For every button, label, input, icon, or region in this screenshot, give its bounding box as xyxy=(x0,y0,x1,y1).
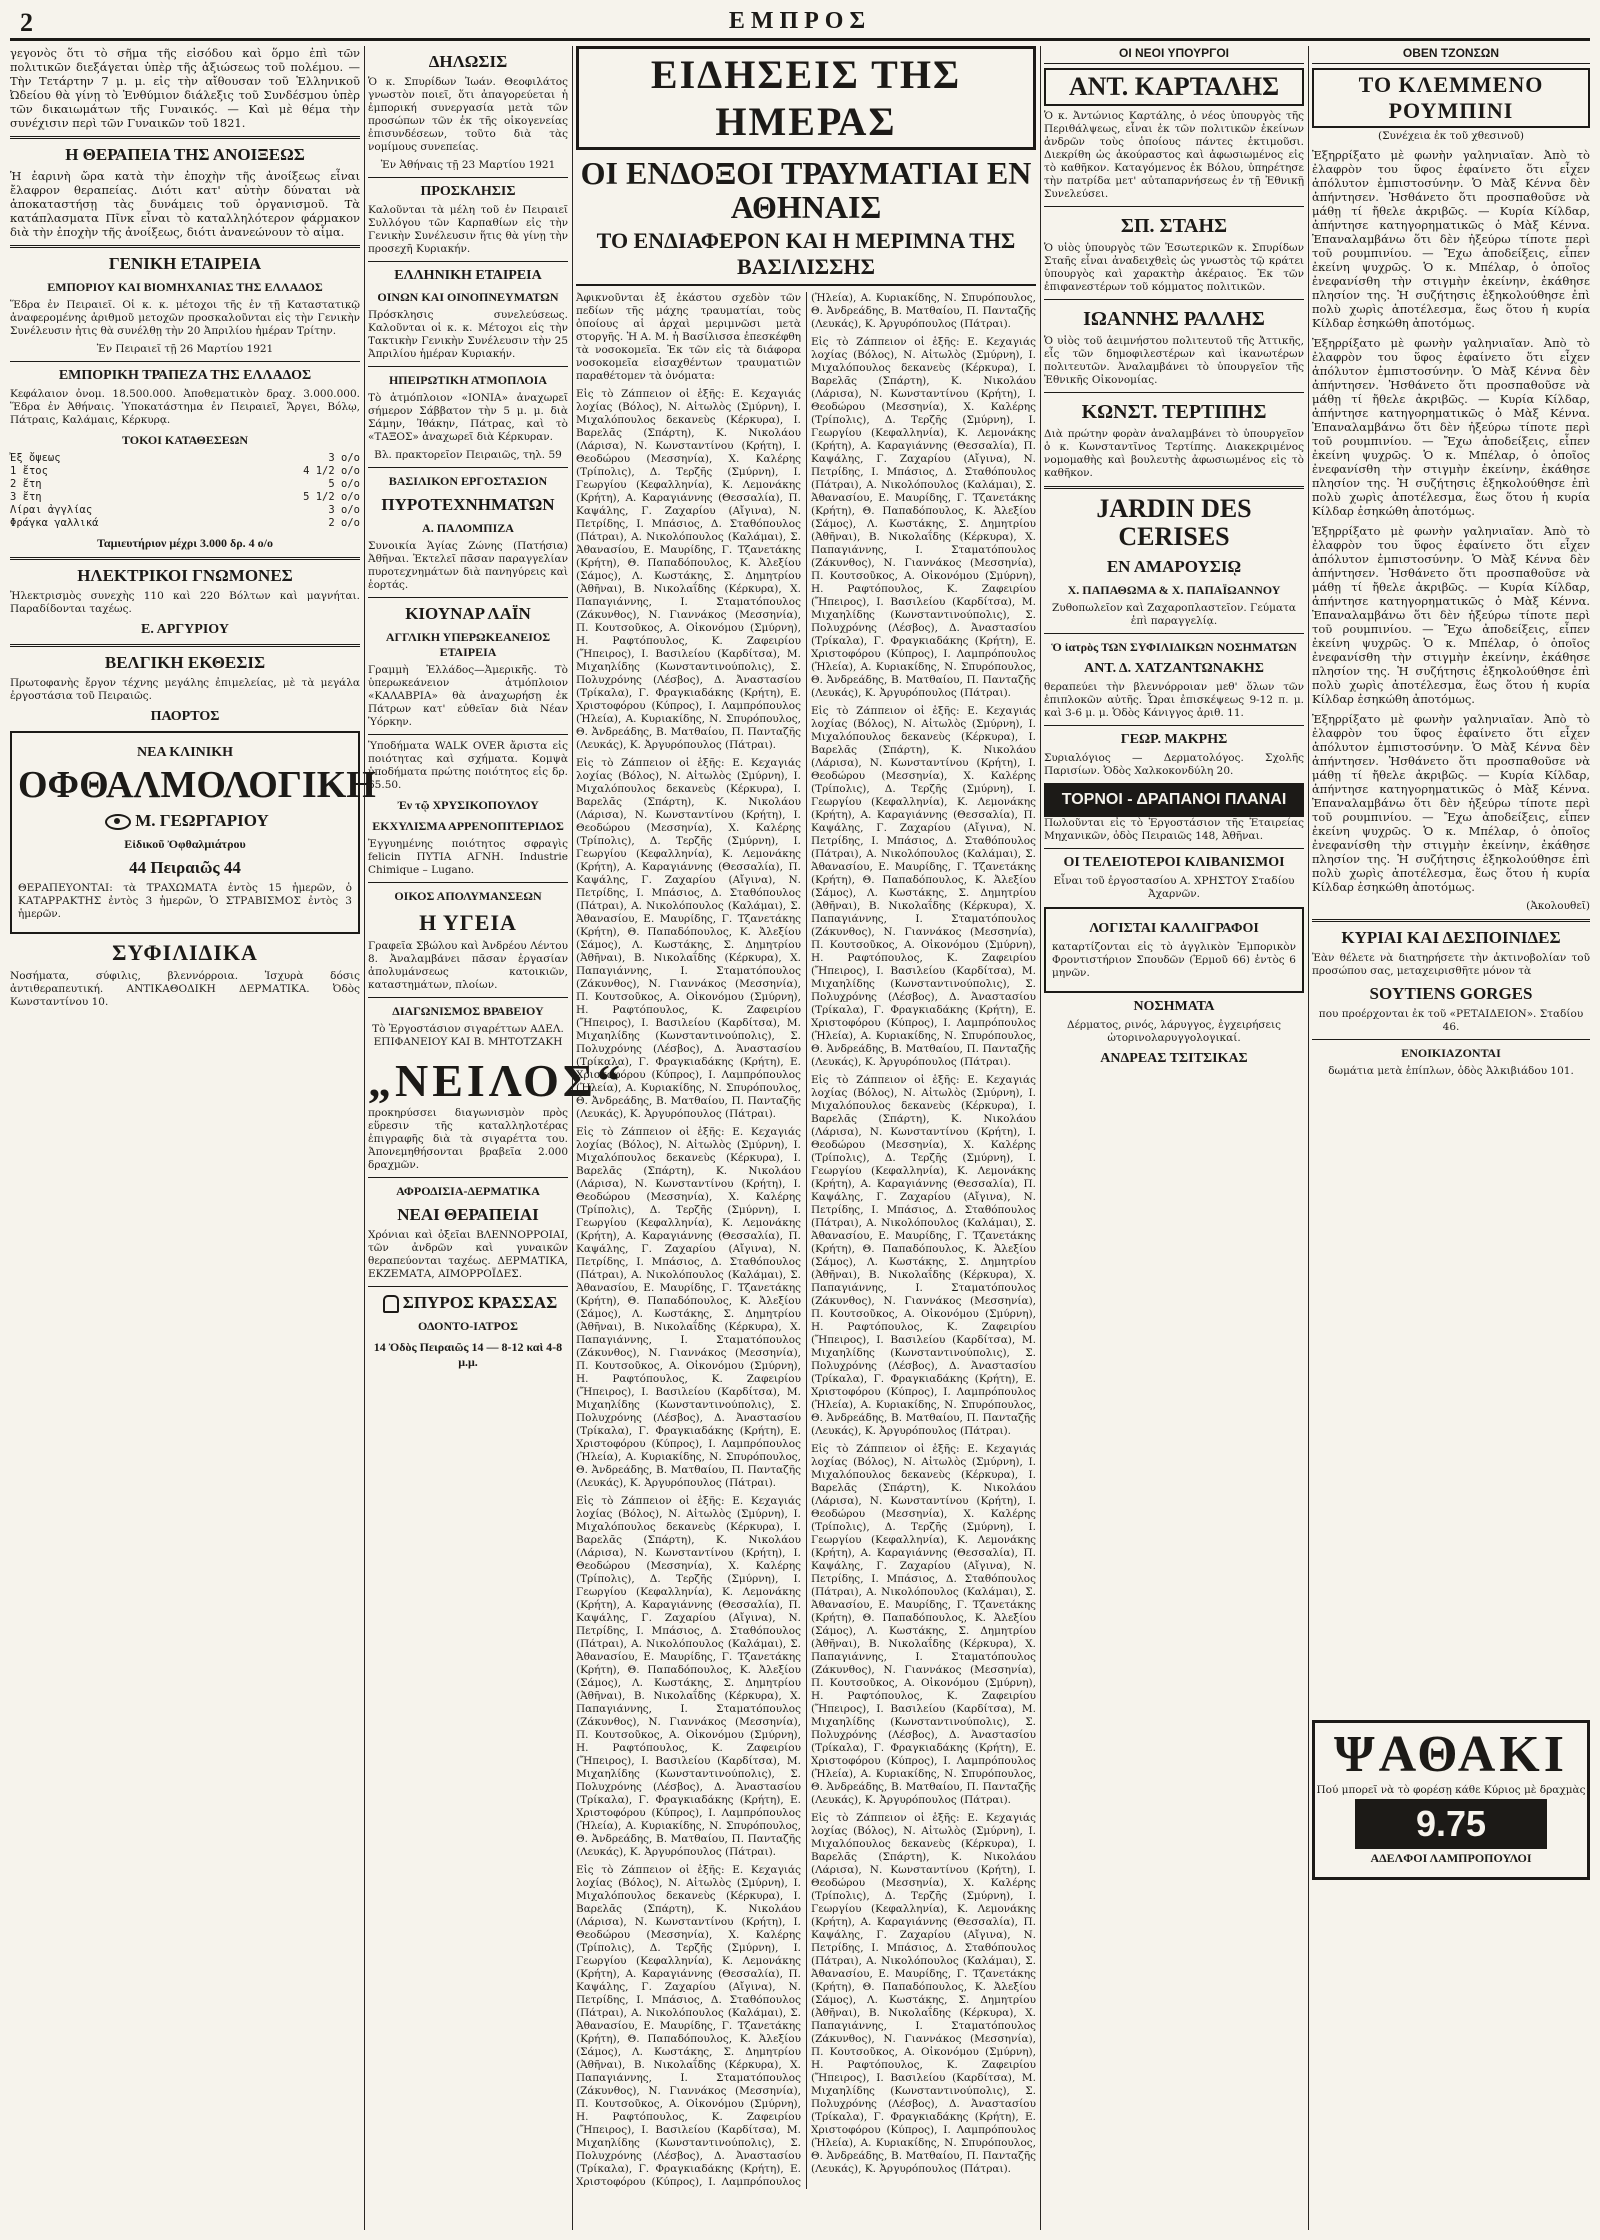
masthead xyxy=(10,8,1590,41)
rates-note: Ταμιευτήριον μέχρι 3.000 δρ. 4 ο/ο xyxy=(97,536,273,550)
rate-row: 3 ἔτη 5 1/2 ο/ο xyxy=(10,491,360,503)
tailor-name: ΓΕΩΡ. ΜΑΚΡΗΣ xyxy=(1120,732,1228,747)
psathaki-line: Πού μπορεῖ νὰ τὸ φορέσῃ κάθε Κύριος μὲ δραχμὰς xyxy=(1316,1784,1586,1796)
column-5 xyxy=(1312,46,1590,2230)
wounded-list: Εἰς τὸ Ζάππειον οἱ ἑξῆς: Ε. Κεχαγιάς λοχίας (Βόλος), Ν. Αἰτωλὸς (Σμύρνη), Ι. Μιχαλόπουλος δεκανεὺς (Κέρκυρα), Ι. Βαρελᾶς (Σπάρτη), Κ. Νικολάου (Λάρισα), Ν. Κωνσταντίνου (Κρήτη), Ι. Θεοδώρου (Μεσσηνία), Χ. Καλέρης (Τρίπολις), Δ. Τερζῆς (Σμύρνη), Ι. Γεωργίου (Κεφαλληνία), Κ. Λεμονάκης (Κρήτη), Α. Καραγιάννης (Θεσσαλία), Π. Καψάλης, Γ. Ζαχαρίου (Αἴγινα), Ν. Πετρίδης, Ι. Μπάσιος, Δ. Σταθόπουλος (Πάτραι), Α. Νικολόπουλος (Καλάμαι), Σ. Ἀθανασίου, Ε. Μαυρίδης, Γ. Τζανετάκης (Κρήτη), Θ. Παπαδόπουλος, Κ. Ἀλεξίου (Σάμος), Λ. Κωστάκης, Σ. Δημητρίου (Ἀθῆναι), Β. Νικολαΐδης (Κέρκυρα), Χ. Παπαγιάννης, Ι. Σταματόπουλος (Ζάκυνθος), Ν. Γιαννάκος (Μεσσηνία), Π. Κουτσοῦκος, Α. Οἰκονόμου (Σμύρνη), Η. Ραφτόπουλος, Κ. Ζαφειρίου (Ἤπειρος), Ι. Βασιλείου (Καρδίτσα), Μ. Μιχαηλίδης (Κωνσταντινούπολις), Σ. Πολυχρόνης (Λέσβος), Δ. Ἀναστασίου (Τρίκαλα), Γ. Φραγκιαδάκης (Κρήτη), Ε. Χριστοφόρου (Κύπρος), Ι. Λαμπρόπουλος (Ἠλεία), Α. Κυριακίδης, Ν. Σπυρόπουλος, Θ. Ἀνδρεάδης, Β. Ματθαίου, Π. Πανταζῆς (Λευκάς), Κ. Ἀργυρόπουλος (Πάτραι). xyxy=(576,388,801,751)
ladies-more: που προέρχονται ἐκ τοῦ «ΡΕΤΑΙΔΕΙΟΝ». Σταδίου 46. xyxy=(1318,1008,1584,1033)
wounded-list: Εἰς τὸ Ζάππειον οἱ ἑξῆς: Ε. Κεχαγιάς λοχίας (Βόλος), Ν. Αἰτωλὸς (Σμύρνη), Ι. Μιχαλόπουλος δεκανεὺς (Κέρκυρα), Ι. Βαρελᾶς (Σπάρτη), Κ. Νικολάου (Λάρισα), Ν. Κωνσταντίνου (Κρήτη), Ι. Θεοδώρου (Μεσσηνία), Χ. Καλέρης (Τρίπολις), Δ. Τερζῆς (Σμύρνη), Ι. Γεωργίου (Κεφαλληνία), Κ. Λεμονάκης (Κρήτη), Α. Καραγιάννης (Θεσσαλία), Π. Καψάλης, Γ. Ζαχαρίου (Αἴγινα), Ν. Πετρίδης, Ι. Μπάσιος, Δ. Σταθόπουλος (Πάτραι), Α. Νικολόπουλος (Καλάμαι), Σ. Ἀθανασίου, Ε. Μαυρίδης, Γ. Τζανετάκης (Κρήτη), Θ. Παπαδόπουλος, Κ. Ἀλεξίου (Σάμος), Λ. Κωστάκης, Σ. Δημητρίου (Ἀθῆναι), Β. Νικολαΐδης (Κέρκυρα), Χ. Παπαγιάννης, Ι. Σταματόπουλος (Ζάκυνθος), Ν. Γιαννάκος (Μεσσηνία), Π. Κουτσοῦκος, Α. Οἰκονόμου (Σμύρνη), Η. Ραφτόπουλος, Κ. Ζαφειρίου (Ἤπειρος), Ι. Βασιλείου (Καρδίτσα), Μ. Μιχαηλίδης (Κωνσταντινούπολις), Σ. Πολυχρόνης (Λέσβος), Δ. Ἀναστασίου (Τρίκαλα), Γ. Φραγκιαδάκης (Κρήτη), Ε. Χριστοφόρου (Κύπρος), Ι. Λαμπρόπουλος (Ἠλεία), Α. Κυριακίδης, Ν. Σπυρόπουλος, Θ. Ἀνδρεάδης, Β. Ματθαίου, Π. Πανταζῆς (Λευκάς), Κ. Ἀργυρόπουλος (Πάτραι). xyxy=(576,1495,801,1858)
therapy-heading: Η ΘΕΡΑΠΕΙΑ ΤΗΣ ΑΝΟΙΞΕΩΣ xyxy=(65,145,305,164)
clinic-doctor: Μ. ΓΕΩΡΓΑΡΙΟΥ xyxy=(18,811,352,831)
extract-text: Ἐγγυημένης ποιότητος σφραγὶς felicin ΠΥΤΙΑ ΑΓΝΗ. Industrie Chimique – Lugano. xyxy=(368,838,568,876)
invite-heading: ΠΡΟΣΚΛΗΣΙΣ xyxy=(420,184,516,199)
wounded-list: Εἰς τὸ Ζάππειον οἱ ἑξῆς: Ε. Κεχαγιάς λοχίας (Βόλος), Ν. Αἰτωλὸς (Σμύρνη), Ι. Μιχαλόπουλος δεκανεὺς (Κέρκυρα), Ι. Βαρελᾶς (Σπάρτη), Κ. Νικολάου (Λάρισα), Ν. Κωνσταντίνου (Κρήτη), Ι. Θεοδώρου (Μεσσηνία), Χ. Καλέρης (Τρίπολις), Δ. Τερζῆς (Σμύρνη), Ι. Γεωργίου (Κεφαλληνία), Κ. Λεμονάκης (Κρήτη), Α. Καραγιάννης (Θεσσαλία), Π. Καψάλης, Γ. Ζαχαρίου (Αἴγινα), Ν. Πετρίδης, Ι. Μπάσιος, Δ. Σταθόπουλος (Πάτραι), Α. Νικολόπουλος (Καλάμαι), Σ. Ἀθανασίου, Ε. Μαυρίδης, Γ. Τζανετάκης (Κρήτη), Θ. Παπαδόπουλος, Κ. Ἀλεξίου (Σάμος), Λ. Κωστάκης, Σ. Δημητρίου (Ἀθῆναι), Β. Νικολαΐδης (Κέρκυρα), Χ. Παπαγιάννης, Ι. Σταματόπουλος (Ζάκυνθος), Ν. Γιαννάκος (Μεσσηνία), Π. Κουτσοῦκος, Α. Οἰκονόμου (Σμύρνη), Η. Ραφτόπουλος, Κ. Ζαφειρίου (Ἤπειρος), Ι. Βασιλείου (Καρδίτσα), Μ. Μιχαηλίδης (Κωνσταντινούπολις), Σ. Πολυχρόνης (Λέσβος), Δ. Ἀναστασίου (Τρίκαλα), Γ. Φραγκιαδάκης (Κρήτη), Ε. Χριστοφόρου (Κύπρος), Ι. Λαμπρόπουλος (Ἠλεία), Α. Κυριακίδης, Ν. Σπυρόπουλος, Θ. Ἀνδρεάδης, Β. Ματθαίου, Π. Πανταζῆς (Λευκάς), Κ. Ἀργυρόπουλος (Πάτραι). xyxy=(811,705,1036,1068)
article-intro: Ἀφικνοῦνται ἐξ ἑκάστου σχεδὸν τῶν πεδίων τῆς μάχης τραυματίαι, τοὺς ὁποίους αἱ ἀρχαὶ μεριμνῶσι μετὰ στοργῆς. Ἡ Α. Μ. ἡ Βασίλισσα ἐπεσκέφθη τὰ νοσοκομεῖα. Ἐκ τῶν εἰς τὰ διάφορα νοσοκομεῖα εἰσαχθέντων τραυματιῶν παραθέτομεν τὰ ὀνόματα: xyxy=(576,292,801,382)
wine-text: Πρόσκλησις συνελεύσεως. Καλοῦνται οἱ κ. κ. Μέτοχοι εἰς τὴν Τακτικὴν Γενικὴν Συνέλευσιν τὴν 25 Ἀπριλίου ἡμέραν Κυριακήν. xyxy=(368,309,568,360)
therapy-text: Ἡ ἐαρινὴ ὥρα κατὰ τὴν ἐποχὴν τῆς ἀνοίξεως εἶναι ἔλαφρον θεραπείας. Διότι κατ' αὐτὴν δύναται νὰ ἀποκαταστήσῃ τὰς δυνάμεις τοῦ ὀργανισμοῦ. Τὰ κατάπλασματα Πῖνκ εἶναι τὸ καταλληλότερον φάρμακον διὰ τὴν ἐποχὴν τῆς ἀνοίξεως, διότι ἀνανεώνουν τὸ αἷμα. xyxy=(10,169,360,239)
derm-title: ΝΕΑΙ ΘΕΡΑΠΕΙΑΙ xyxy=(397,1205,539,1224)
hotel-heading: ΟΙΚΟΣ ΑΠΟΛΥΜΑΝΣΕΩΝ xyxy=(394,889,542,903)
notice-sign: Ἐν Ἀθήναις τῇ 23 Μαρτίου 1921 xyxy=(380,159,556,171)
psathaki-ad xyxy=(1312,1720,1590,1880)
wounded-list: Εἰς τὸ Ζάππειον οἱ ἑξῆς: Ε. Κεχαγιάς λοχίας (Βόλος), Ν. Αἰτωλὸς (Σμύρνη), Ι. Μιχαλόπουλος δεκανεὺς (Κέρκυρα), Ι. Βαρελᾶς (Σπάρτη), Κ. Νικολάου (Λάρισα), Ν. Κωνσταντίνου (Κρήτη), Ι. Θεοδώρου (Μεσσηνία), Χ. Καλέρης (Τρίπολις), Δ. Τερζῆς (Σμύρνη), Ι. Γεωργίου (Κεφαλληνία), Κ. Λεμονάκης (Κρήτη), Α. Καραγιάννης (Θεσσαλία), Π. Καψάλης, Γ. Ζαχαρίου (Αἴγινα), Ν. Πετρίδης, Ι. Μπάσιος, Δ. Σταθόπουλος (Πάτραι), Α. Νικολόπουλος (Καλάμαι), Σ. Ἀθανασίου, Ε. Μαυρίδης, Γ. Τζανετάκης (Κρήτη), Θ. Παπαδόπουλος, Κ. Ἀλεξίου (Σάμος), Λ. Κωστάκης, Σ. Δημητρίου (Ἀθῆναι), Β. Νικολαΐδης (Κέρκυρα), Χ. Παπαγιάννης, Ι. Σταματόπουλος (Ζάκυνθος), Ν. Γιαννάκος (Μεσσηνία), Π. Κουτσοῦκος, Α. Οἰκονόμου (Σμύρνη), Η. Ραφτόπουλος, Κ. Ζαφειρίου (Ἤπειρος), Ι. Βασιλείου (Καρδίτσα), Μ. Μιχαηλίδης (Κωνσταντινούπολις), Σ. Πολυχρόνης (Λέσβος), Δ. Ἀναστασίου (Τρίκαλα), Γ. Φραγκιαδάκης (Κρήτη), Ε. Χριστοφόρου (Κύπρος), Ι. Λαμπρόπουλος (Ἠλεία), Α. Κυριακίδης, Ν. Σπυρόπουλος, Θ. Ἀνδρεάδης, Β. Ματθαίου, Π. Πανταζῆς (Λευκάς), Κ. Ἀργυρόπουλος (Πάτραι). xyxy=(811,336,1036,699)
ladies-text: Ἐὰν θέλετε νὰ διατηρήσετε τὴν ἀκτινοβολίαν τοῦ προσώπου σας, μεταχειρισθῆτε μόνον τὰ xyxy=(1312,952,1590,977)
account-heading: ΛΟΓΙΣΤΑΙ ΚΑΛΛΙΓΡΑΦΟΙ xyxy=(1089,921,1259,936)
column-rule xyxy=(1308,46,1309,2230)
divider xyxy=(10,245,360,248)
divider xyxy=(10,136,360,139)
doctor-text: θεραπεύει τὴν βλεννόρροιαν μεθ' ὅλων τῶν ἐπιπλοκῶν αὐτῆς. Ὧραι ἐπισκέψεως 9-12 π. μ. καὶ 3-6 μ. μ. Ὁδὸς Κάνιγγος ἀριθ. 11. xyxy=(1044,681,1304,719)
bank2-text: Κεφάλαιον ὀνομ. 18.500.000. Ἀποθεματικὸν δραχ. 3.000.000. Ἕδρα ἐν Ἀθήναις. Ὑποκατάστημα ἐν Πειραιεῖ, Ἄργει, Βόλῳ, Πάτραις, Καλάμαις, Κέρκυρᾳ. xyxy=(10,388,360,426)
minister-text: Ὁ υἱὸς ὑπουργὸς τῶν Ἐσωτερικῶν κ. Σπυρίδων Σταῆς εἶναι ἀναδειχθεὶς ὡς γνωστὸς τῷ κράτει ὑπουργὸς καὶ χαρακτὴρ ἀκέραιος. Ἐκ τῶν ἐπιφανεστέρων τοῦ κόμματος πολιτικῶν. xyxy=(1044,242,1304,293)
rate-row: Φράγκα γαλλικά 2 ο/ο xyxy=(10,517,360,529)
paper-name: ΕΜΠΡΟΣ xyxy=(728,8,872,34)
divider xyxy=(368,467,568,468)
royal-name: Α. ΠΑΛΟΜΠΙΖΑ xyxy=(422,521,514,535)
shoes-text: Ὑποδήματα WALK OVER ἄριστα εἰς ποιότητας καὶ σχήματα. Κομψὰ ὑποδήματα πρώτης ποιότητος εἰς δρ. 65.50. xyxy=(368,740,568,791)
clinic-specialty: Εἰδικοῦ Ὀφθαλμιάτρου xyxy=(124,837,246,851)
serial-story: Ἐξηρρίξατο μὲ φωνὴν γαληνιαῖαν. Ἀπὸ τὸ ἐλαφρὸν του ὕφος ἐφαίνετο ὅτι εἶχεν ἀπόλυτον ἐμπιστοσύνην. Ὁ Μὰξ Κέννα δὲν ἀπήντησεν. Ἠσθάνετο ὅτι προσπαθοῦσε νὰ μάθῃ τί ἤθελε ἀκριβῶς. — Κυρία Κίλδαρ, ἀπήντησε κατηγορηματικῶς ὁ Μὰξ Κέννα. Ἐπαναλαμβάνω ὅτι δὲν ἠξεύρω τίποτε περὶ τοῦ ρουμπινίου. — Ἔχω ἀποδείξεις, εἶπεν ἐκείνη ψυχρῶς. Ὁ κ. Μπέλαρ, ὁ ὁποῖος ἐνεφανίσθη τὴν στιγμὴν ἐκείνην, ἐκάθησε πλησίον της. Ἡ συζήτησις ἐξηκολούθησε ἐπὶ πολὺ χωρὶς ἀποτέλεσμα, ἕως ὅτου ἡ κυρία Κίλδαρ ἐσηκώθη ἀποτόμως. xyxy=(1312,524,1590,706)
minister-name: ΚΩΝΣΤ. ΤΕΡΤΙΠΗΣ xyxy=(1081,401,1267,423)
disease-text: Δέρματος, ρινός, λάρυγγος, ἐγχειρήσεις ὠτορινολαρυγγολογικαί. xyxy=(1067,1019,1281,1044)
steam-heading: ΗΠΕΙΡΩΤΙΚΗ ΑΤΜΟΠΛΟΙΑ xyxy=(388,373,548,387)
bank1-text: Ἕδρα ἐν Πειραιεῖ. Οἱ κ. κ. μέτοχοι τῆς ἐν τῇ Καταστατικῷ ἀναφερομένης ἀριθμοῦ μετοχῶν προσκαλοῦνται εἰς τὴν Γενικὴν Συνέλευσιν ἡτις θὰ συνέλθῃ τὴν 20 Ἀπριλίου ἡμέραν Τρίτην. xyxy=(10,299,360,337)
lathe-banner: ΤΟΡΝΟΙ - ΔΡΑΠΑΝΟΙ ΠΛΑΝΑΙ xyxy=(1044,783,1304,817)
divider xyxy=(368,366,568,367)
neilos-text: προκηρύσσει διαγωνισμὸν πρὸς εὕρεσιν τῆς καταλληλοτέρας ἐπιγραφῆς διὰ τὰ σιγαρέττα του. Ἀπονεμηθήσονται βραβεῖα 2.000 δραχμῶν. xyxy=(368,1107,568,1171)
disease-name: ΑΝΔΡΕΑΣ ΤΣΙΤΣΙΚΑΣ xyxy=(1100,1051,1248,1066)
clinic-kicker: ΝΕΑ ΚΛΙΝΙΚΗ xyxy=(137,745,233,760)
divider xyxy=(368,1286,568,1287)
serial-story: Ἐξηρρίξατο μὲ φωνὴν γαληνιαῖαν. Ἀπὸ τὸ ἐλαφρὸν του ὕφος ἐφαίνετο ὅτι εἶχεν ἀπόλυτον ἐμπιστοσύνην. Ὁ Μὰξ Κέννα δὲν ἀπήντησεν. Ἠσθάνετο ὅτι προσπαθοῦσε νὰ μάθῃ τί ἤθελε ἀκριβῶς. — Κυρία Κίλδαρ, ἀπήντησε κατηγορηματικῶς ὁ Μὰξ Κέννα. Ἐπαναλαμβάνω ὅτι δὲν ἠξεύρω τίποτε περὶ τοῦ ρουμπινίου. — Ἔχω ἀποδείξεις, εἶπεν ἐκείνη ψυχρῶς. Ὁ κ. Μπέλαρ, ὁ ὁποῖος ἐνεφανίσθη τὴν στιγμὴν ἐκείνην, ἐκάθησε πλησίον της. Ἡ συζήτησις ἐξηκολούθησε ἐπὶ πολὺ χωρὶς ἀποτέλεσμα, ἕως ὅτου ἡ κυρία Κίλδαρ ἐσηκώθη ἀποτόμως. xyxy=(1312,148,1590,330)
minister-name: ΑΝΤ. ΚΑΡΤΑΛΗΣ xyxy=(1044,68,1304,106)
clinic-ad xyxy=(10,731,376,934)
minister-text: Διὰ πρώτην φορὰν ἀναλαμβάνει τὸ ὑπουργεῖον ὁ κ. Κωνσταντῖνος Τερτίπης. Διακεκριμένος νομομαθὴς καὶ βουλευτὴς ἀφωσιωμένος εἰς τὸ καθῆκον. xyxy=(1044,428,1304,479)
syph-heading: ΣΥΦΙΛΙΔΙΚΑ xyxy=(112,940,258,965)
hotel-text: Γραφεῖα Σβώλου καὶ Ἀνδρέου Λέντου 8. Ἀναλαμβάνει πᾶσαν ἐργασίαν ἀπολυμάνσεως κατοικιῶν, καταστημάτων, πλοίων. xyxy=(368,940,568,991)
derm-text: Χρόνιαι καὶ ὀξεῖαι ΒΛΕΝΝΟΡΡΟΙΑΙ, τῶν ἀνδρῶν καὶ γυναικῶν θεραπεύονται ταχέως. ΔΕΡΜΑΤΙΚΑ, ΕΚΖΕΜΑΤΑ, ΑΙΜΟΡΡΟΪΔΕΣ. xyxy=(368,1229,568,1280)
serial-title: ΤΟ ΚΛΕΜΜΕΝΟ ΡΟΥΜΠΙΝΙ xyxy=(1312,68,1590,128)
extract-heading: ΕΚΧΥΛΙΣΜΑ ΑΡΡΕΝΟΠΙΤΕΡΙΔΟΣ xyxy=(372,819,564,833)
divider xyxy=(368,1177,568,1178)
bank1-heading: ΓΕΝΙΚΗ ΕΤΑΙΡΕΙΑ xyxy=(108,254,262,273)
clinic-address: 44 Πειραιῶς 44 xyxy=(129,858,241,877)
dentist-name: ΣΠΥΡΟΣ ΚΡΑΣΣΑΣ xyxy=(368,1293,568,1313)
serial-story: Ἐξηρρίξατο μὲ φωνὴν γαληνιαῖαν. Ἀπὸ τὸ ἐλαφρὸν του ὕφος ἐφαίνετο ὅτι εἶχεν ἀπόλυτον ἐμπιστοσύνην. Ὁ Μὰξ Κέννα δὲν ἀπήντησεν. Ἠσθάνετο ὅτι προσπαθοῦσε νὰ μάθῃ τί ἤθελε ἀκριβῶς. — Κυρία Κίλδαρ, ἀπήντησε κατηγορηματικῶς ὁ Μὰξ Κέννα. Ἐπαναλαμβάνω ὅτι δὲν ἠξεύρω τίποτε περὶ τοῦ ρουμπινίου. — Ἔχω ἀποδείξεις, εἶπεν ἐκείνη ψυχρῶς. Ὁ κ. Μπέλαρ, ὁ ὁποῖος ἐνεφανίσθη τὴν στιγμὴν ἐκείνην, ἐκάθησε πλησίον της. Ἡ συζήτησις ἐξηκολούθησε ἐπὶ πολὺ χωρὶς ἀποτέλεσμα, ἕως ὅτου ἡ κυρία Κίλδαρ ἐσηκώθη ἀποτόμως. xyxy=(1312,336,1590,518)
invite-text: Καλοῦνται τὰ μέλη τοῦ ἐν Πειραιεῖ Συλλόγου τῶν Καρπαθίων εἰς τὴν Γενικὴν Συνέλευσιν ἥτις θὰ γίνῃ τὴν προσεχῆ Κυριακήν. xyxy=(368,204,568,255)
minister-text: Ὁ κ. Ἀντώνιος Καρτάλης, ὁ νέος ὑπουργὸς τῆς Περιθάλψεως, εἶναι ἐκ τῶν πολιτικῶν ἐκείνων ἀνδρῶν τοὺς ὁποίους πάντες ἐκτιμοῦσι. Διεκρίθη ὡς ἀκούραστος καὶ ἀφωσιωμένος εἰς τὸ καθῆκον. Καταγόμενος ἐκ Βόλου, ὑπηρέτησε τὴν πατρίδα μετ' αὐταπαρνήσεως ἐν τῇ Ἐθνικῇ Συνελεύσει. xyxy=(1044,110,1304,200)
serial-kicker: ΟΒΕΝ ΤΖΟΝΣΩΝ xyxy=(1312,46,1590,64)
divider xyxy=(368,997,568,998)
disease-heading: ΝΟΣΗΜΑΤΑ xyxy=(1133,999,1215,1014)
belgian-heading: ΒΕΛΓΙΚΗ ΕΚΘΕΣΙΣ xyxy=(104,653,266,672)
eye-icon xyxy=(105,814,131,830)
divider xyxy=(10,644,360,647)
bank1-subheading: ΕΜΠΟΡΙΟΥ ΚΑΙ ΒΙΟΜΗΧΑΝΙΑΣ ΤΗΣ ΕΛΛΑΔΟΣ xyxy=(47,280,323,294)
jardin-title: JARDIN DES CERISES xyxy=(1096,494,1252,551)
divider xyxy=(1312,919,1590,922)
column-4 xyxy=(1044,46,1304,2230)
neilos-title: „ΝΕΙΛΟΣ“ xyxy=(368,1055,624,1106)
column-1 xyxy=(10,46,376,2230)
kiounar-heading: ΚΙΟΥΝΑΡ ΛΑΪΝ xyxy=(405,604,531,623)
belgian-name: ΠΑΟΡΤΟΣ xyxy=(150,709,220,724)
electric-name: Ε. ΑΡΓΥΡΙΟΥ xyxy=(141,622,229,637)
subheadline: ΤΟ ΕΝΔΙΑΦΕΡΟΝ ΚΑΙ Η ΜΕΡΙΜΝΑ ΤΗΣ ΒΑΣΙΛΙΣΣΗΣ xyxy=(576,228,1036,286)
rate-row: Ἐξ ὄψεως 3 ο/ο xyxy=(10,452,360,464)
rates-table xyxy=(10,452,360,530)
kiounar-text: Γραμμὴ Ἑλλάδος—Ἀμερικῆς. Τὸ ὑπερωκεάνειον ἀτμόπλοιον «ΚΑΛΑΒΡΙΑ» θὰ ἀναχωρήσῃ ἐκ Πάτρων κατ' εὐθεῖαν διὰ Νέαν Ὑόρκην. xyxy=(368,664,568,728)
divider xyxy=(1044,633,1304,634)
royal-subheading: ΠΥΡΟΤΕΧΝΗΜΑΤΩΝ xyxy=(381,495,555,514)
kiounar-subheading: ΑΓΓΛΙΚΗ ΥΠΕΡΩΚΕΑΝΕΙΟΣ ΕΤΑΙΡΕΙΑ xyxy=(385,630,551,659)
section-title: ΕΙΔΗΣΕΙΣ ΤΗΣ ΗΜΕΡΑΣ xyxy=(576,46,1036,150)
notice-heading: ΔΗΛΩΣΙΣ xyxy=(428,52,508,71)
divider xyxy=(1044,206,1304,207)
lead-paragraph: γεγονὸς ὅτι τὸ σῆμα τῆς εἰσόδου καὶ ὅρμο ἐπὶ τῶν πολιτικῶν διεξάγεται ὑπὲρ τῆς ἀξιώσεως τοῦ πολέμου. — Τὴν Τετάρτην 7 μ. μ. εἰς τὴν αἴθουσαν τοῦ Ἑλληνικοῦ Ὠδείου θὰ γίνῃ τὸ Ἑνθύμιον διάλεξις τοῦ Συνδέσμου ὑπὲρ τῶν δικαιωμάτων τῆς Γυναικός. — Καὶ μὲ θέμα τὴν συνέχισιν περὶ τῶν Γυναικῶν τοῦ 1821. xyxy=(10,46,360,130)
wounded-list: Εἰς τὸ Ζάππειον οἱ ἑξῆς: Ε. Κεχαγιάς λοχίας (Βόλος), Ν. Αἰτωλὸς (Σμύρνη), Ι. Μιχαλόπουλος δεκανεὺς (Κέρκυρα), Ι. Βαρελᾶς (Σπάρτη), Κ. Νικολάου (Λάρισα), Ν. Κωνσταντίνου (Κρήτη), Ι. Θεοδώρου (Μεσσηνία), Χ. Καλέρης (Τρίπολις), Δ. Τερζῆς (Σμύρνη), Ι. Γεωργίου (Κεφαλληνία), Κ. Λεμονάκης (Κρήτη), Α. Καραγιάννης (Θεσσαλία), Π. Καψάλης, Γ. Ζαχαρίου (Αἴγινα), Ν. Πετρίδης, Ι. Μπάσιος, Δ. Σταθόπουλος (Πάτραι), Α. Νικολόπουλος (Καλάμαι), Σ. Ἀθανασίου, Ε. Μαυρίδης, Γ. Τζανετάκης (Κρήτη), Θ. Παπαδόπουλος, Κ. Ἀλεξίου (Σάμος), Λ. Κωστάκης, Σ. Δημητρίου (Ἀθῆναι), Β. Νικολαΐδης (Κέρκυρα), Χ. Παπαγιάννης, Ι. Σταματόπουλος (Ζάκυνθος), Ν. Γιαννάκος (Μεσσηνία), Π. Κουτσοῦκος, Α. Οἰκονόμου (Σμύρνη), Η. Ραφτόπουλος, Κ. Ζαφειρίου (Ἤπειρος), Ι. Βασιλείου (Καρδίτσα), Μ. Μιχαηλίδης (Κωνσταντινούπολις), Σ. Πολυχρόνης (Λέσβος), Δ. Ἀναστασίου (Τρίκαλα), Γ. Φραγκιαδάκης (Κρήτη), Ε. Χριστοφόρου (Κύπρος), Ι. Λαμπρόπουλος (Ἠλεία), Α. Κυριακίδης, Ν. Σπυρόπουλος, Θ. Ἀνδρεάδης, Β. Ματθαίου, Π. Πανταζῆς (Λευκάς), Κ. Ἀργυρόπουλος (Πάτραι). xyxy=(811,1074,1036,1437)
neilos-sub: Τὸ Ἐργοστάσιον σιγαρέττων ΑΔΕΛ. ΕΠΙΦΑΝΕΙΟΥ ΚΑΙ Β. ΜΗΤΟΤΖΑΚΗ xyxy=(372,1023,564,1048)
rent-heading: ΕΝΟΙΚΙΑΖΟΝΤΑΙ xyxy=(1401,1046,1501,1060)
accountants-ad xyxy=(1044,907,1304,993)
divider xyxy=(1044,392,1304,393)
minister-name: ΣΠ. ΣΤΑΗΣ xyxy=(1120,215,1228,237)
bank2-heading: ΕΜΠΟΡΙΚΗ ΤΡΑΠΕΖΑ ΤΗΣ ΕΛΛΑΔΟΣ xyxy=(58,368,312,383)
divider xyxy=(1044,848,1304,849)
electric-text: Ἠλεκτρισμὸς συνεχὴς 110 καὶ 220 Βόλτων καὶ μαγνήται. Παραδίδονται ταχέως. xyxy=(10,590,360,615)
steam-text: Τὸ ἀτμόπλοιον «ΙΟΝΙΑ» ἀναχωρεῖ σήμερον Σάββατον τὴν 5 μ. μ. διὰ Σάμην, Ἰθάκην, Πάτρας, καὶ τὸ «ΤΑΞΟΣ» ἀναχωρεῖ διὰ Κέρκυραν. xyxy=(368,392,568,443)
column-2 xyxy=(368,46,624,2230)
column-rule xyxy=(1040,46,1041,2230)
column-3 xyxy=(576,46,1036,2230)
hotel-title: Η ΥΓΕΙΑ xyxy=(419,910,517,935)
divider xyxy=(368,177,568,178)
rate-row: 1 ἔτος 4 1/2 ο/ο xyxy=(10,465,360,477)
divider xyxy=(1044,299,1304,300)
wounded-list: Εἰς τὸ Ζάππειον οἱ ἑξῆς: Ε. Κεχαγιάς λοχίας (Βόλος), Ν. Αἰτωλὸς (Σμύρνη), Ι. Μιχαλόπουλος δεκανεὺς (Κέρκυρα), Ι. Βαρελᾶς (Σπάρτη), Κ. Νικολάου (Λάρισα), Ν. Κωνσταντίνου (Κρήτη), Ι. Θεοδώρου (Μεσσηνία), Χ. Καλέρης (Τρίπολις), Δ. Τερζῆς (Σμύρνη), Ι. Γεωργίου (Κεφαλληνία), Κ. Λεμονάκης (Κρήτη), Α. Καραγιάννης (Θεσσαλία), Π. Καψάλης, Γ. Ζαχαρίου (Αἴγινα), Ν. Πετρίδης, Ι. Μπάσιος, Δ. Σταθόπουλος (Πάτραι), Α. Νικολόπουλος (Καλάμαι), Σ. Ἀθανασίου, Ε. Μαυρίδης, Γ. Τζανετάκης (Κρήτη), Θ. Παπαδόπουλος, Κ. Ἀλεξίου (Σάμος), Λ. Κωστάκης, Σ. Δημητρίου (Ἀθῆναι), Β. Νικολαΐδης (Κέρκυρα), Χ. Παπαγιάννης, Ι. Σταματόπουλος (Ζάκυνθος), Ν. Γιαννάκος (Μεσσηνία), Π. Κουτσοῦκος, Α. Οἰκονόμου (Σμύρνη), Η. Ραφτόπουλος, Κ. Ζαφειρίου (Ἤπειρος), Ι. Βασιλείου (Καρδίτσα), Μ. Μιχαηλίδης (Κωνσταντινούπολις), Σ. Πολυχρόνης (Λέσβος), Δ. Ἀναστασίου (Τρίκαλα), Γ. Φραγκιαδάκης (Κρήτη), Ε. Χριστοφόρου (Κύπρος), Ι. Λαμπρόπουλος (Ἠλεία), Α. Κυριακίδης, Ν. Σπυρόπουλος, Θ. Ἀνδρεάδης, Β. Ματθαίου, Π. Πανταζῆς (Λευκάς), Κ. Ἀργυρόπουλος (Πάτραι). xyxy=(811,1443,1036,1806)
belgian-text: Πρωτοφανὴς ἔργον τέχνης μεγάλης ἐπιμελείας, μὲ τὰ μεγάλα ἐργοστάσια τοῦ Πειραιῶς. xyxy=(10,677,360,702)
shoes-store: Ἐν τῷ ΧΡΥΣΙΚΟΠΟΥΛΟΥ xyxy=(397,798,539,812)
tailor-text: Συριαλόγιος — Δερματολόγος. Σχολῆς Παρισίων. Ὁδὸς Χαλκοκονδύλη 20. xyxy=(1044,752,1304,777)
ministers-kicker: ΟΙ ΝΕΟΙ ΥΠΟΥΡΓΟΙ xyxy=(1044,46,1304,64)
psathaki-price: 9.75 xyxy=(1355,1799,1547,1849)
divider xyxy=(368,734,568,735)
ladies-heading: ΚΥΡΙΑΙ ΚΑΙ ΔΕΣΠΟΙΝΙΔΕΣ xyxy=(1341,928,1561,947)
wounded-list: Εἰς τὸ Ζάππειον οἱ ἑξῆς: Ε. Κεχαγιάς λοχίας (Βόλος), Ν. Αἰτωλὸς (Σμύρνη), Ι. Μιχαλόπουλος δεκανεὺς (Κέρκυρα), Ι. Βαρελᾶς (Σπάρτη), Κ. Νικολάου (Λάρισα), Ν. Κωνσταντίνου (Κρήτη), Ι. Θεοδώρου (Μεσσηνία), Χ. Καλέρης (Τρίπολις), Δ. Τερζῆς (Σμύρνη), Ι. Γεωργίου (Κεφαλληνία), Κ. Λεμονάκης (Κρήτη), Α. Καραγιάννης (Θεσσαλία), Π. Καψάλης, Γ. Ζαχαρίου (Αἴγινα), Ν. Πετρίδης, Ι. Μπάσιος, Δ. Σταθόπουλος (Πάτραι), Α. Νικολόπουλος (Καλάμαι), Σ. Ἀθανασίου, Ε. Μαυρίδης, Γ. Τζανετάκης (Κρήτη), Θ. Παπαδόπουλος, Κ. Ἀλεξίου (Σάμος), Λ. Κωστάκης, Σ. Δημητρίου (Ἀθῆναι), Β. Νικολαΐδης (Κέρκυρα), Χ. Παπαγιάννης, Ι. Σταματόπουλος (Ζάκυνθος), Ν. Γιαννάκος (Μεσσηνία), Π. Κουτσοῦκος, Α. Οἰκονόμου (Σμύρνη), Η. Ραφτόπουλος, Κ. Ζαφειρίου (Ἤπειρος), Ι. Βασιλείου (Καρδίτσα), Μ. Μιχαηλίδης (Κωνσταντινούπολις), Σ. Πολυχρόνης (Λέσβος), Δ. Ἀναστασίου (Τρίκαλα), Γ. Φραγκιαδάκης (Κρήτη), Ε. Χριστοφόρου (Κύπρος), Ι. Λαμπρόπουλος (Ἠλεία), Α. Κυριακίδης, Ν. Σπυρόπουλος, Θ. Ἀνδρεάδης, Β. Ματθαίου, Π. Πανταζῆς (Λευκάς), Κ. Ἀργυρόπουλος (Πάτραι). xyxy=(811,1812,1036,2175)
account-text: καταρτίζονται εἰς τὸ ἀγγλικὸν Ἐμπορικὸν Φροντιστήριον Σπουδῶν (Ἑρμοῦ 66) ἐντὸς 6 μηνῶν. xyxy=(1052,941,1296,979)
clinic-title: ΟΦΘΑΛΜΟΛΟΓΙΚΗ xyxy=(18,764,376,806)
wounded-list: Εἰς τὸ Ζάππειον οἱ ἑξῆς: Ε. Κεχαγιάς λοχίας (Βόλος), Ν. Αἰτωλὸς (Σμύρνη), Ι. Μιχαλόπουλος δεκανεὺς (Κέρκυρα), Ι. Βαρελᾶς (Σπάρτη), Κ. Νικολάου (Λάρισα), Ν. Κωνσταντίνου (Κρήτη), Ι. Θεοδώρου (Μεσσηνία), Χ. Καλέρης (Τρίπολις), Δ. Τερζῆς (Σμύρνη), Ι. Γεωργίου (Κεφαλληνία), Κ. Λεμονάκης (Κρήτη), Α. Καραγιάννης (Θεσσαλία), Π. Καψάλης, Γ. Ζαχαρίου (Αἴγινα), Ν. Πετρίδης, Ι. Μπάσιος, Δ. Σταθόπουλος (Πάτραι), Α. Νικολόπουλος (Καλάμαι), Σ. Ἀθανασίου, Ε. Μαυρίδης, Γ. Τζανετάκης (Κρήτη), Θ. Παπαδόπουλος, Κ. Ἀλεξίου (Σάμος), Λ. Κωστάκης, Σ. Δημητρίου (Ἀθῆναι), Β. Νικολαΐδης (Κέρκυρα), Χ. Παπαγιάννης, Ι. Σταματόπουλος (Ζάκυνθος), Ν. Γιαννάκος (Μεσσηνία), Π. Κουτσοῦκος, Α. Οἰκονόμου (Σμύρνη), Η. Ραφτόπουλος, Κ. Ζαφειρίου (Ἤπειρος), Ι. Βασιλείου (Καρδίτσα), Μ. Μιχαηλίδης (Κωνσταντινούπολις), Σ. Πολυχρόνης (Λέσβος), Δ. Ἀναστασίου (Τρίκαλα), Γ. Φραγκιαδάκης (Κρήτη), Ε. Χριστοφόρου (Κύπρος), Ι. Λαμπρόπουλος (Ἠλεία), Α. Κυριακίδης, Ν. Σπυρόπουλος, Θ. Ἀνδρεάδης, Β. Ματθαίου, Π. Πανταζῆς (Λευκάς), Κ. Ἀργυρόπουλος (Πάτραι). xyxy=(576,1126,801,1489)
jardin-text: Ζυθοπωλεῖον καὶ Ζαχαροπλαστεῖον. Γεύματα ἐπὶ παραγγελίᾳ. xyxy=(1052,602,1296,627)
serial-story: Ἐξηρρίξατο μὲ φωνὴν γαληνιαῖαν. Ἀπὸ τὸ ἐλαφρὸν του ὕφος ἐφαίνετο ὅτι εἶχεν ἀπόλυτον ἐμπιστοσύνην. Ὁ Μὰξ Κέννα δὲν ἀπήντησεν. Ἠσθάνετο ὅτι προσπαθοῦσε νὰ μάθῃ τί ἤθελε ἀκριβῶς. — Κυρία Κίλδαρ, ἀπήντησε κατηγορηματικῶς ὁ Μὰξ Κέννα. Ἐπαναλαμβάνω ὅτι δὲν ἠξεύρω τίποτε περὶ τοῦ ρουμπινίου. — Ἔχω ἀποδείξεις, εἶπεν ἐκείνη ψυχρῶς. Ὁ κ. Μπέλαρ, ὁ ὁποῖος ἐνεφανίσθη τὴν στιγμὴν ἐκείνην, ἐκάθησε πλησίον της. Ἡ συζήτησις ἐξηκολούθησε ἐπὶ πολὺ χωρὶς ἀποτέλεσμα, ἕως ὅτου ἡ κυρία Κίλδαρ ἐσηκώθη ἀποτόμως. xyxy=(1312,712,1590,894)
headline: ΟΙ ΕΝΔΟΞΟΙ ΤΡΑΥΜΑΤΙΑΙ ΕΝ ΑΘΗΝΑΙΣ xyxy=(580,155,1032,225)
neilos-kicker: ΔΙΑΓΩΝΙΣΜΟΣ ΒΡΑΒΕΙΟΥ xyxy=(392,1004,544,1018)
doctor-name: ΑΝΤ. Δ. ΧΑΤΖΑΝΤΩΝΑΚΗΣ xyxy=(1084,661,1264,676)
serial-subtitle: (Συνέχεια ἐκ τοῦ χθεσινοῦ) xyxy=(1377,130,1525,142)
electric-heading: ΗΛΕΚΤΡΙΚΟΙ ΓΝΩΜΟΝΕΣ xyxy=(77,566,293,585)
clinic-text: ΘΕΡΑΠΕΥΟΝΤΑΙ: τὰ ΤΡΑΧΩΜΑΤΑ ἐντὸς 15 ἡμερῶν, ὁ ΚΑΤΑΡΡΑΚΤΗΣ ἐντὸς 3 ἡμερῶν, Ὁ ΣΤΡΑΒΙΣΜΟΣ ἐντὸς 3 ἡμερῶν. xyxy=(18,882,352,920)
notice-text: Ὁ κ. Σπυρίδων Ἰωάν. Θεοφιλάτος γνωστὸν ποιεῖ, ὅτι ἀπαγορεύεται ἡ ἐμπορική συνεργασία μετὰ τῶν προσώπων τῶν ἐκ τῆς οἰκογενείας ἐπισυνδέσεων, τοῦτο διὰ τὰς νομίμους συνεπείας. xyxy=(368,76,568,153)
wounded-list: Εἰς τὸ Ζάππειον οἱ ἑξῆς: Ε. Κεχαγιάς λοχίας (Βόλος), Ν. Αἰτωλὸς (Σμύρνη), Ι. Μιχαλόπουλος δεκανεὺς (Κέρκυρα), Ι. Βαρελᾶς (Σπάρτη), Κ. Νικολάου (Λάρισα), Ν. Κωνσταντίνου (Κρήτη), Ι. Θεοδώρου (Μεσσηνία), Χ. Καλέρης (Τρίπολις), Δ. Τερζῆς (Σμύρνη), Ι. Γεωργίου (Κεφαλληνία), Κ. Λεμονάκης (Κρήτη), Α. Καραγιάννης (Θεσσαλία), Π. Καψάλης, Γ. Ζαχαρίου (Αἴγινα), Ν. Πετρίδης, Ι. Μπάσιος, Δ. Σταθόπουλος (Πάτραι), Α. Νικολόπουλος (Καλάμαι), Σ. Ἀθανασίου, Ε. Μαυρίδης, Γ. Τζανετάκης (Κρήτη), Θ. Παπαδόπουλος, Κ. Ἀλεξίου (Σάμος), Λ. Κωστάκης, Σ. Δημητρίου (Ἀθῆναι), Β. Νικολαΐδης (Κέρκυρα), Χ. Παπαγιάννης, Ι. Σταματόπουλος (Ζάκυνθος), Ν. Γιαννάκος (Μεσσηνία), Π. Κουτσοῦκος, Α. Οἰκονόμου (Σμύρνη), Η. Ραφτόπουλος, Κ. Ζαφειρίου (Ἤπειρος), Ι. Βασιλείου (Καρδίτσα), Μ. Μιχαηλίδης (Κωνσταντινούπολις), Σ. Πολυχρόνης (Λέσβος), Δ. Ἀναστασίου (Τρίκαλα), Γ. Φραγκιαδάκης (Κρήτη), Ε. Χριστοφόρου (Κύπρος), Ι. Λαμπρόπουλος (Ἠλεία), Α. Κυριακίδης, Ν. Σπυρόπουλος, Θ. Ἀνδρεάδης, Β. Ματθαίου, Π. Πανταζῆς (Λευκάς), Κ. Ἀργυρόπουλος (Πάτραι). xyxy=(576,292,1036,2188)
column-rule xyxy=(364,46,365,2230)
psathaki-title: ΨΑΘΑΚΙ xyxy=(1334,1726,1568,1783)
dentist-title: ΟΔΟΝΤΟ-ΙΑΤΡΟΣ xyxy=(418,1319,518,1334)
jardin-owner: Χ. ΠΑΠΑΘΩΜΑ & Χ. ΠΑΠΑΪΩΑΝΝΟΥ xyxy=(1067,583,1281,597)
minister-text: Ὁ υἱὸς τοῦ ἀειμνήστου πολιτευτοῦ τῆς Ἀττικῆς, εἶς τῶν δημοφιλεστέρων καὶ ἱκανωτέρων πολιτευτῶν. Ἀναλαμβάνει τὸ ὑπουργεῖον τῆς Ἐθνικῆς Οἰκονομίας. xyxy=(1044,335,1304,386)
minister-name: ΙΩΑΝΝΗΣ ΡΑΛΛΗΣ xyxy=(1083,308,1265,330)
rate-row: 2 ἔτη 5 ο/ο xyxy=(10,478,360,490)
lathe-text: Πωλοῦνται εἰς τὸ Ἐργοστάσιον τῆς Ἐταιρείας Μηχανικῶν, ὁδὸς Πειραιῶς 148, Ἀθῆναι. xyxy=(1044,817,1304,842)
derm-heading: ΑΦΡΟΔΙΣΙΑ-ΔΕΡΜΑΤΙΚΑ xyxy=(396,1184,540,1198)
divider xyxy=(1044,486,1304,489)
syph-text: Νοσήματα, σύφιλις, βλεννόρροια. Ἰσχυρὰ δόσις ἀντιθεραπευτική. ΑΝΤΙΚΑΘΟΔΙΚΗ ΔΕΡΜΑΤΙΚΑ. Ὀδὸς Κωνσταντίνου 10. xyxy=(10,970,360,1008)
divider xyxy=(368,261,568,262)
doctor-kicker: Ὁ ἰατρὸς ΤΩΝ ΣΥΦΙΛΙΔΙΚΩΝ ΝΟΣΗΜΑΤΩΝ xyxy=(1051,640,1297,654)
jardin-subtitle: ΕΝ ΑΜΑΡΟΥΣΙῼ xyxy=(1106,557,1242,576)
divider xyxy=(368,597,568,598)
wine-subheading: ΟΙΝΩΝ ΚΑΙ ΟΙΝΟΠΝΕΥΜΑΤΩΝ xyxy=(377,290,559,304)
divider xyxy=(1312,1039,1590,1040)
wine-heading: ΕΛΛΗΝΙΚΗ ΕΤΑΙΡΕΙΑ xyxy=(394,268,542,283)
royal-text: Συνοικία Ἁγίας Ζώνης (Πατήσια) Ἀθῆναι. Ἐκτελεῖ πᾶσαν παραγγελίαν πυροτεχνημάτων διὰ πανηγύρεις καὶ ἑορτάς. xyxy=(368,540,568,591)
serial-continue: (Ἀκολουθεῖ) xyxy=(1526,900,1590,912)
wounded-list: Εἰς τὸ Ζάππειον οἱ ἑξῆς: Ε. Κεχαγιάς λοχίας (Βόλος), Ν. Αἰτωλὸς (Σμύρνη), Ι. Μιχαλόπουλος δεκανεὺς (Κέρκυρα), Ι. Βαρελᾶς (Σπάρτη), Κ. Νικολάου (Λάρισα), Ν. Κωνσταντίνου (Κρήτη), Ι. Θεοδώρου (Μεσσηνία), Χ. Καλέρης (Τρίπολις), Δ. Τερζῆς (Σμύρνη), Ι. Γεωργίου (Κεφαλληνία), Κ. Λεμονάκης (Κρήτη), Α. Καραγιάννης (Θεσσαλία), Π. Καψάλης, Γ. Ζαχαρίου (Αἴγινα), Ν. Πετρίδης, Ι. Μπάσιος, Δ. Σταθόπουλος (Πάτραι), Α. Νικολόπουλος (Καλάμαι), Σ. Ἀθανασίου, Ε. Μαυρίδης, Γ. Τζανετάκης (Κρήτη), Θ. Παπαδόπουλος, Κ. Ἀλεξίου (Σάμος), Λ. Κωστάκης, Σ. Δημητρίου (Ἀθῆναι), Β. Νικολαΐδης (Κέρκυρα), Χ. Παπαγιάννης, Ι. Σταματόπουλος (Ζάκυνθος), Ν. Γιαννάκος (Μεσσηνία), Π. Κουτσοῦκος, Α. Οἰκονόμου (Σμύρνη), Η. Ραφτόπουλος, Κ. Ζαφειρίου (Ἤπειρος), Ι. Βασιλείου (Καρδίτσα), Μ. Μιχαηλίδης (Κωνσταντινούπολις), Σ. Πολυχρόνης (Λέσβος), Δ. Ἀναστασίου (Τρίκαλα), Γ. Φραγκιαδάκης (Κρήτη), Ε. Χριστοφόρου (Κύπρος), Ι. Λαμπρόπουλος (Ἠλεία), Α. Κυριακίδης, Ν. Σπυρόπουλος, Θ. Ἀνδρεάδης, Β. Ματθαίου, Π. Πανταζῆς (Λευκάς), Κ. Ἀργυρόπουλος (Πάτραι). xyxy=(576,757,801,1120)
rates-heading: ΤΟΚΟΙ ΚΑΤΑΘΕΣΕΩΝ xyxy=(121,433,249,447)
divider xyxy=(368,882,568,883)
page-number: 2 xyxy=(20,8,33,37)
ladies-brand: SOYTIENS GORGES xyxy=(1369,984,1533,1003)
equip-heading: ΟΙ ΤΕΛΕΙΟΤΕΡΟΙ ΚΛΙΒΑΝΙΣΜΟΙ xyxy=(1063,855,1285,870)
psathaki-store: ΑΔΕΛΦΟΙ ΛΑΜΠΡΟΠΟΥΛΟΙ xyxy=(1370,1851,1532,1865)
steam-address: Βλ. πρακτορεῖον Πειραιῶς, τηλ. 59 xyxy=(374,449,562,461)
article-body xyxy=(576,292,1036,2189)
royal-heading: ΒΑΣΙΛΙΚΟΝ ΕΡΓΟΣΤΑΣΙΟΝ xyxy=(388,474,548,488)
divider xyxy=(1044,725,1304,726)
equip-text: Εἶναι τοῦ ἐργοστασίου Α. ΧΡΗΣΤΟΥ Σταδίου Ἀχαρνῶν. xyxy=(1053,875,1295,900)
dentist-address: 14 Ὀδὸς Πειραιῶς 14 — 8-12 καὶ 4-8 μ.μ. xyxy=(373,1340,563,1370)
bank1-date: Ἐν Πειραιεῖ τῇ 26 Μαρτίου 1921 xyxy=(96,343,274,355)
column-rule xyxy=(572,46,573,2230)
tooth-icon xyxy=(383,1295,399,1313)
rate-row: Λίραι ἀγγλίας 3 ο/ο xyxy=(10,504,360,516)
divider xyxy=(10,361,360,362)
rent-text: δωμάτια μετὰ ἐπίπλων, ὁδὸς Ἀλκιβιάδου 101. xyxy=(1328,1065,1574,1077)
divider xyxy=(10,557,360,560)
